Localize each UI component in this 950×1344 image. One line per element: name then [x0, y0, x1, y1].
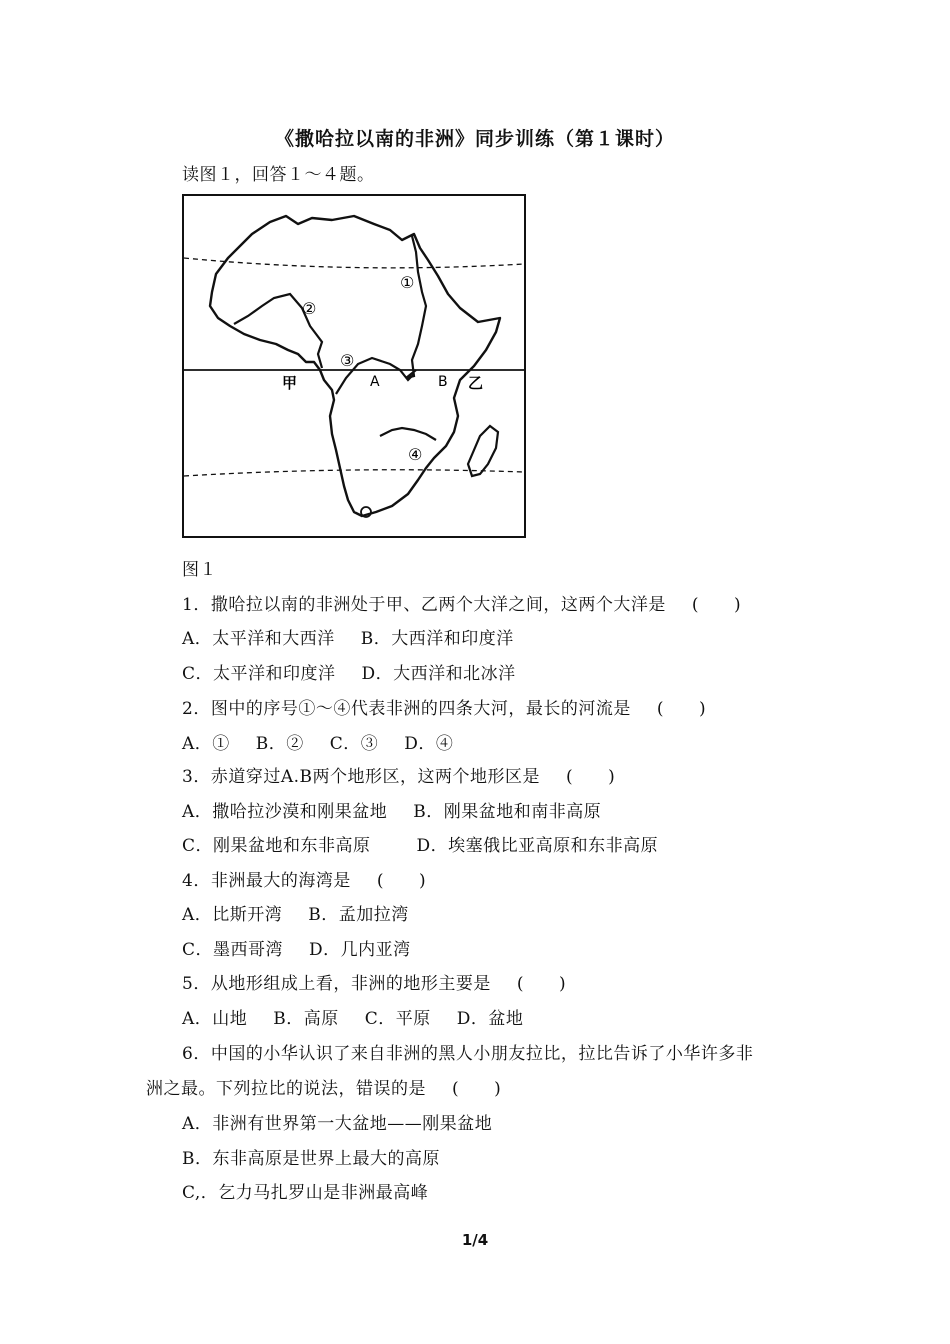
option-text: D．大西洋和北冰洋: [361, 664, 516, 684]
option-text: A．太平洋和大西洋: [182, 629, 335, 649]
label-river-3: ③: [340, 351, 355, 370]
option-text: D．④: [404, 734, 454, 754]
question-4-options-row-2: [182, 935, 411, 960]
question-6-option-b: B．东非高原是世界上最大的高原: [182, 1149, 440, 1169]
label-river-2: ②: [302, 299, 317, 318]
question-4-text: 4．非洲最大的海湾是: [182, 871, 351, 891]
madagascar-outline: [468, 426, 498, 476]
question-2-options-row-1: [182, 729, 453, 754]
question-5-text: 5．从地形组成上看，非洲的地形主要是: [182, 974, 491, 994]
question-1-text: 1．撒哈拉以南的非洲处于甲、乙两个大洋之间，这两个大洋是: [182, 595, 666, 615]
question-6-blank: ( ): [452, 1079, 502, 1099]
option-text: A．撒哈拉沙漠和刚果盆地: [182, 802, 388, 822]
question-5-stem: [182, 969, 566, 994]
page-title: 《撒哈拉以南的非洲》同步训练（第１课时）: [274, 128, 675, 150]
option-text: D．几内亚湾: [309, 940, 411, 960]
label-region-a: A: [370, 374, 380, 390]
question-1-stem: [182, 590, 741, 615]
option-text: C．刚果盆地和东非高原: [182, 836, 371, 856]
label-ocean-west: 甲: [282, 374, 298, 392]
tropic-north-line: [184, 258, 524, 268]
option-text: D．盆地: [456, 1009, 524, 1029]
question-6-stem-line-2: [146, 1074, 501, 1099]
river-4-zambezi: [380, 428, 436, 440]
question-3-stem: [182, 762, 615, 787]
page-number: 1/4: [461, 1231, 489, 1249]
question-6-stem-line-1: 6．中国的小华认识了来自非洲的黑人小朋友拉比，拉比告诉了小华许多非: [182, 1044, 754, 1064]
label-region-b: B: [438, 374, 448, 390]
intro-text: 读图１，回答１～４题。: [182, 165, 375, 185]
africa-map-svg: [182, 194, 526, 538]
question-5-options-row-1: [182, 1004, 523, 1029]
label-river-1: ①: [400, 273, 415, 292]
question-6-option-a: A．非洲有世界第一大盆地——刚果盆地: [182, 1114, 493, 1134]
question-4-options-row-1: [182, 900, 409, 925]
question-1-blank: ( ): [691, 595, 742, 615]
question-2-blank: ( ): [656, 699, 707, 719]
question-3-options-row-2: [182, 831, 658, 856]
question-1-options-row-2: [182, 659, 516, 684]
river-1-nile: [406, 236, 426, 378]
option-text: A．山地: [182, 1009, 248, 1029]
question-6-option-c: C,．乞力马扎罗山是非洲最高峰: [182, 1183, 429, 1203]
question-4-blank: ( ): [376, 871, 427, 891]
question-6-text: 洲之最。下列拉比的说法，错误的是: [146, 1079, 426, 1099]
option-text: A．比斯开湾: [182, 905, 283, 925]
option-text: D．埃塞俄比亚高原和东非高原: [416, 836, 659, 856]
question-4-stem: [182, 866, 426, 891]
question-3-options-row-1: [182, 797, 601, 822]
option-text: B．大西洋和印度洋: [360, 629, 514, 649]
option-text: B．刚果盆地和南非高原: [413, 802, 602, 822]
option-text: B．高原: [273, 1009, 339, 1029]
option-text: B．孟加拉湾: [308, 905, 409, 925]
label-ocean-east: 乙: [468, 374, 484, 392]
label-river-4: ④: [408, 445, 423, 464]
option-text: C．墨西哥湾: [182, 940, 284, 960]
question-5-blank: ( ): [516, 974, 567, 994]
question-2-text: 2．图中的序号①～④代表非洲的四条大河，最长的河流是: [182, 699, 631, 719]
option-text: C．③: [329, 734, 379, 754]
figure-caption: 图１: [182, 560, 217, 580]
option-text: A．①: [182, 734, 230, 754]
question-3-blank: ( ): [566, 767, 616, 787]
question-3-text: 3．赤道穿过A.B两个地形区，这两个地形区是: [182, 767, 540, 787]
question-1-options-row-1: [182, 624, 514, 649]
africa-map: [182, 194, 526, 538]
option-text: C．平原: [364, 1009, 431, 1029]
option-text: C．太平洋和印度洋: [182, 664, 336, 684]
option-text: B．②: [255, 734, 304, 754]
question-2-stem: [182, 694, 706, 719]
